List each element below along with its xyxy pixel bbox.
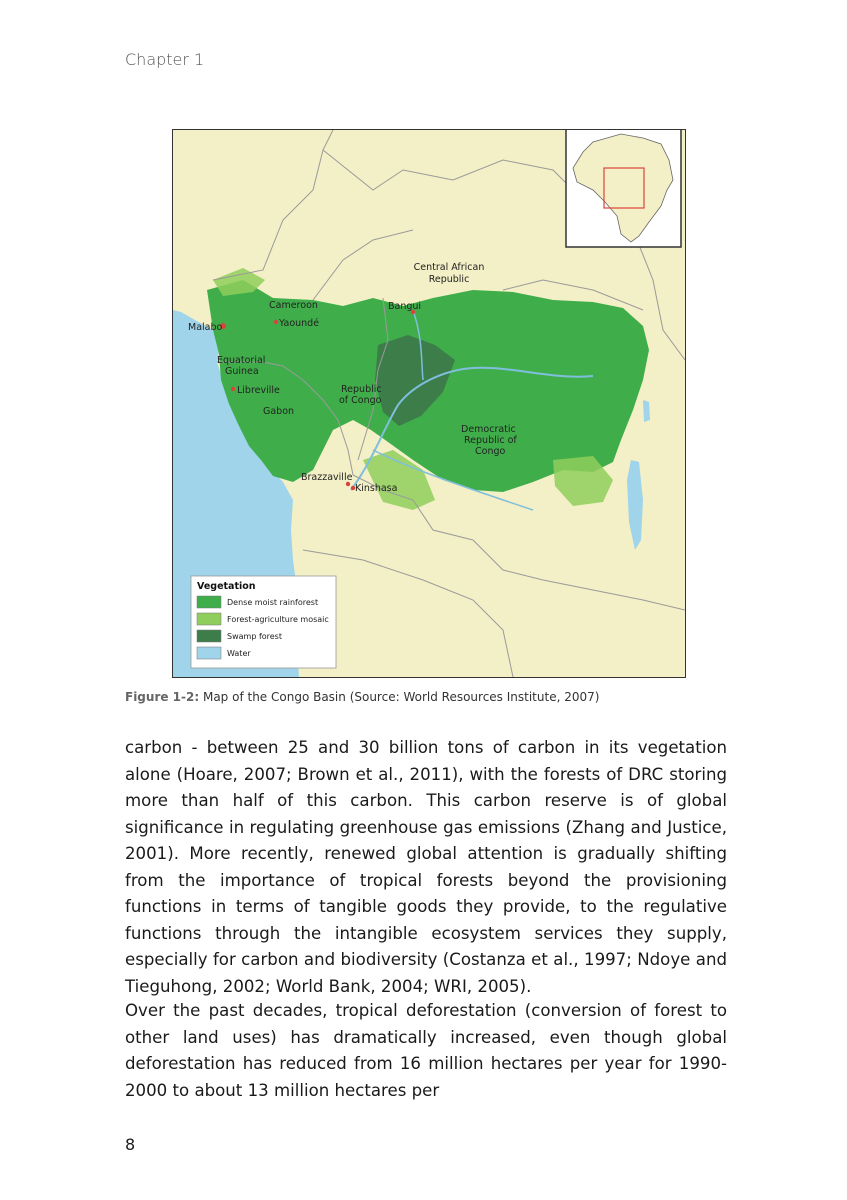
yaounde-marker <box>274 320 278 324</box>
congo-basin-map <box>172 129 686 678</box>
legend-label: Forest-agriculture mosaic <box>227 615 329 624</box>
map-graphic <box>173 130 685 677</box>
label-cameroon: Cameroon <box>269 300 318 311</box>
figure-caption <box>125 690 599 704</box>
legend-swatch <box>197 630 221 642</box>
label-gabon: Gabon <box>263 406 295 417</box>
body-paragraph: Over the past decades, tropical deforestation (conversion of forest to other land uses) has dramatically increased, even though global deforestation has reduced from 16 million hectares per year for 1990-2000 to about 13 million hectares per <box>125 1001 727 1100</box>
legend-label: Water <box>227 649 251 658</box>
figure-caption-text: Map of the Congo Basin (Source: World Resources Institute, 2007) <box>199 690 600 704</box>
label-libreville: Libreville <box>237 385 280 396</box>
label-drc: Democratic Republic of Congo <box>461 424 517 457</box>
lake-kivu <box>643 400 650 422</box>
figure-label: Figure 1-2: <box>125 690 200 704</box>
map-legend <box>191 576 336 668</box>
legend-swatch <box>197 647 221 659</box>
africa-inset-map <box>566 130 681 247</box>
label-bangui: Bangui <box>388 301 422 312</box>
legend-swatch <box>197 613 221 625</box>
legend-swatch <box>197 596 221 608</box>
label-kinshasa: Kinshasa <box>355 483 398 494</box>
label-malabo: Malabo <box>188 322 223 333</box>
libreville-marker <box>231 387 235 391</box>
legend-label: Swamp forest <box>227 632 282 641</box>
legend-label: Dense moist rainforest <box>227 598 319 607</box>
label-eq-guinea: Equatorial Guinea <box>217 355 266 377</box>
running-head: Chapter 1 <box>125 50 205 69</box>
label-car: Central African Republic <box>413 262 485 285</box>
label-brazzaville: Brazzaville <box>301 472 353 483</box>
page-number: 8 <box>125 1135 136 1154</box>
label-yaounde: Yaoundé <box>279 318 320 329</box>
body-paragraph: carbon - between 25 and 30 billion tons of carbon in its vegetation alone (Hoare, 2007; Brown et al., 2011), with the forests of DRC storing more than half of this carbon. This carbon reserve is of global significance in regulating greenhouse gas emissions (Zhang and Justice, 2001). More recently, renewed global attention is gradually shifting from the importance of tropical forests beyond the provisioning functions in terms of tangible goods they provide, to the regulative functions through the intangible ecosystem services they supply, especially for carbon and biodiversity (Costanza et al., 1997; Ndoye and Tieguhong, 2002; World Bank, 2004; WRI, 2005). <box>125 738 727 996</box>
legend-title: Vegetation <box>197 581 256 592</box>
label-roc: Republic of Congo <box>339 384 382 406</box>
